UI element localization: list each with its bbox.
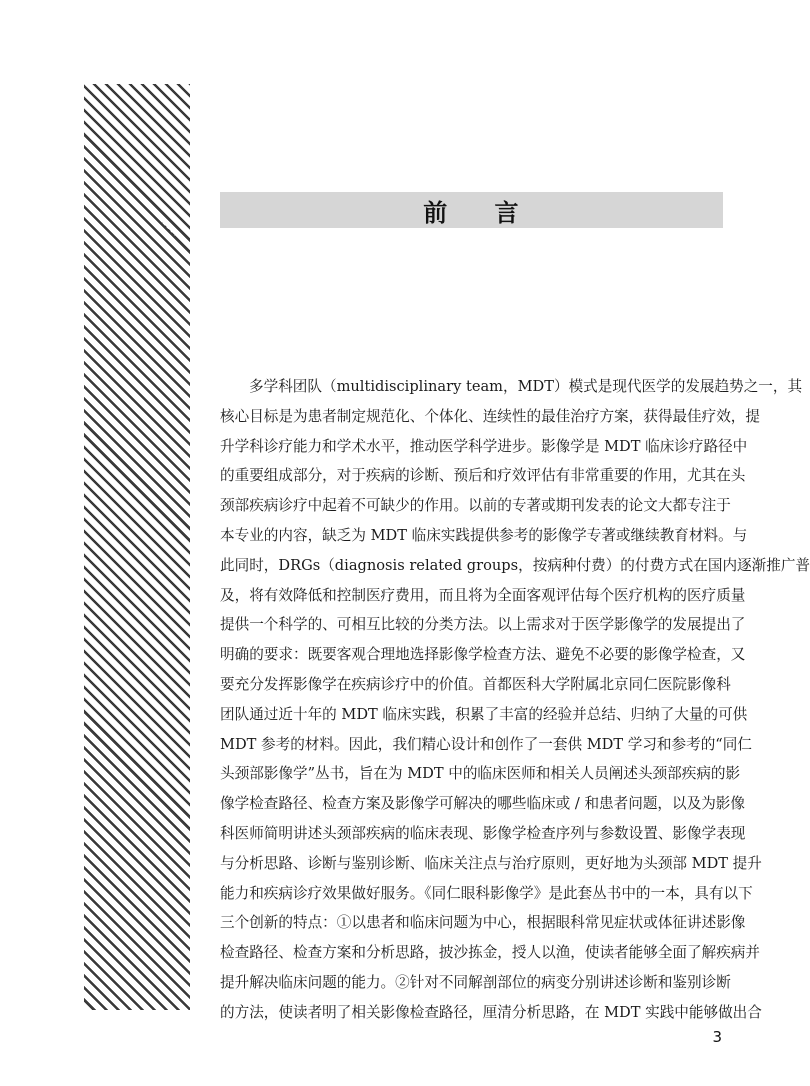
text-line: 科医师简明讲述头颈部疾病的临床表现、影像学检查序列与参数设置、影像学表现: [220, 824, 746, 842]
decorative-stripe-bar: [84, 84, 190, 1010]
text-line: 与分析思路、诊断与鉴别诊断、临床关注点与治疗原则，更好地为头颈部 MDT 提升: [220, 854, 762, 872]
text-line: 及，将有效降低和控制医疗费用，而且将为全面客观评估每个医疗机构的医疗质量: [220, 586, 746, 604]
text-line: 像学检查路径、检查方案及影像学可解决的哪些临床或 / 和患者问题，以及为影像: [220, 795, 745, 813]
text-line: 三个创新的特点：①以患者和临床问题为中心，根据眼科常见症状或体征讲述影像: [220, 914, 746, 932]
text-line: 升学科诊疗能力和学术水平，推动医学科学进步。影像学是 MDT 临床诊疗路径中: [220, 437, 748, 455]
text-line: 核心目标是为患者制定规范化、个体化、连续性的最佳治疗方案，获得最佳疗效，提: [220, 407, 760, 425]
text-line: 要充分发挥影像学在疾病诊疗中的价值。首都医科大学附属北京同仁医院影像科: [220, 675, 731, 693]
title-char: 言: [494, 198, 520, 227]
text-line: 多学科团队（multidisciplinary team，MDT）模式是现代医学的发展趋势之一，其: [249, 378, 803, 395]
text-line: 此同时，DRGs（diagnosis related groups，按病种付费）的付费方式在国内逐渐推广普: [220, 556, 810, 574]
page-number: 3: [712, 1028, 722, 1046]
text-line: 能力和疾病诊疗效果做好服务。《同仁眼科影像学》是此套丛书中的一本，具有以下: [220, 884, 753, 902]
page-title: [423, 193, 519, 228]
text-line: 检查路径、检查方案和分析思路，披沙拣金，授人以渔，使读者能够全面了解疾病并: [220, 944, 760, 962]
preface-body: [220, 372, 810, 1028]
text-line: MDT 参考的材料。因此，我们精心设计和创作了一套供 MDT 学习和参考的“同仁: [220, 735, 752, 753]
text-line: 提供一个科学的、可相互比较的分类方法。以上需求对于医学影像学的发展提出了: [220, 616, 746, 634]
text-line: 的方法，使读者明了相关影像检查路径，厘清分析思路，在 MDT 实践中能够做出合: [220, 1003, 762, 1021]
text-line: 头颈部影像学”丛书，旨在为 MDT 中的临床医师和相关人员阐述头颈部疾病的影: [220, 765, 741, 783]
text-line: 明确的要求：既要客观合理地选择影像学检查方法、避免不必要的影像学检查，又: [220, 646, 746, 664]
text-line: 的重要组成部分，对于疾病的诊断、预后和疗效评估有非常重要的作用，尤其在头: [220, 467, 746, 485]
text-line: 提升解决临床问题的能力。②针对不同解剖部位的病变分别讲述诊断和鉴别诊断: [220, 973, 731, 991]
text-line: 颈部疾病诊疗中起着不可缺少的作用。以前的专著或期刊发表的论文大都专注于: [220, 497, 731, 515]
text-line: 团队通过近十年的 MDT 临床实践，积累了丰富的经验并总结、归纳了大量的可供: [220, 705, 748, 723]
text-line: 本专业的内容，缺乏为 MDT 临床实践提供参考的影像学专著或继续教育材料。与: [220, 526, 748, 544]
title-char: 前: [423, 198, 449, 227]
title-banner: [220, 192, 723, 228]
